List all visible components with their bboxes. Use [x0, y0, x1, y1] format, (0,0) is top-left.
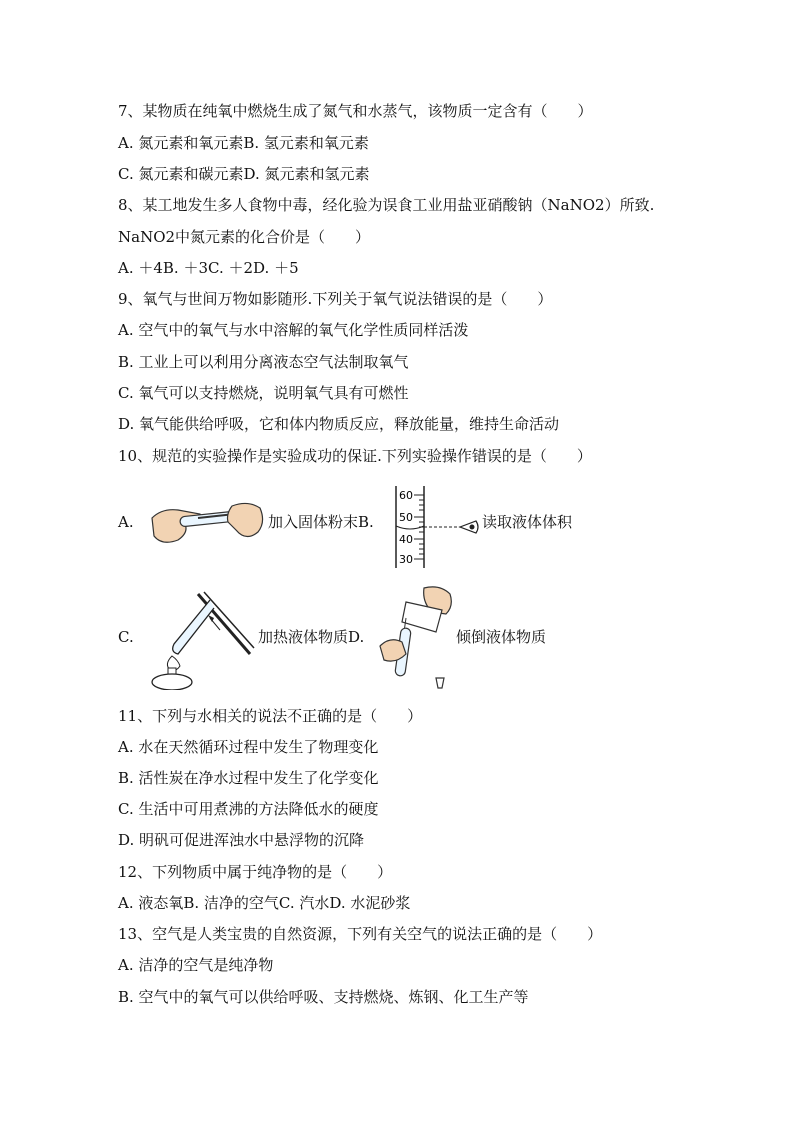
test-tube-holder	[198, 594, 250, 654]
q11-option-c: C. 生活中可用煮沸的方法降低水的硬度	[118, 800, 379, 818]
cylinder-tick-30: 30	[399, 553, 413, 566]
q9-stem: 9、氧气与世间万物如影随形.下列关于氧气说法错误的是（ ）	[118, 290, 553, 308]
q9-option-a: A. 空气中的氧气与水中溶解的氧气化学性质同样活泼	[118, 321, 469, 339]
graduated-cylinder-illustration	[392, 486, 482, 570]
alcohol-lamp	[152, 674, 192, 690]
cylinder-tick-60: 60	[399, 489, 413, 502]
liquid-meniscus	[396, 526, 424, 529]
add-powder-illustration	[148, 496, 266, 550]
q11-option-b: B. 活性炭在净水过程中发生了化学变化	[118, 769, 379, 787]
q7-option-ab: A. 氮元素和氧元素B. 氢元素和氧元素	[118, 134, 369, 152]
q8-stem-line2: NaNO2中氮元素的化合价是（ ）	[118, 228, 371, 246]
q10-option-c-text: 加热液体物质D.	[258, 628, 365, 646]
q11-option-d: D. 明矾可促进浑浊水中悬浮物的沉降	[118, 831, 365, 849]
heated-test-tube	[173, 600, 214, 654]
q9-option-b: B. 工业上可以利用分离液态空气法制取氧气	[118, 353, 409, 371]
q8-stem-line1: 8、某工地发生多人食物中毒，经化验为误食工业用盐亚硝酸钠（NaNO2）所致.	[118, 196, 655, 214]
bottle-stopper	[436, 678, 444, 688]
q13-option-b: B. 空气中的氧气可以供给呼吸、支持燃烧、炼钢、化工生产等	[118, 988, 529, 1006]
q13-stem: 13、空气是人类宝贵的自然资源，下列有关空气的说法正确的是（ ）	[118, 925, 603, 943]
cylinder-tick-40: 40	[399, 533, 413, 546]
q11-stem: 11、下列与水相关的说法不正确的是（ ）	[118, 707, 423, 725]
q10-option-a-text: 加入固体粉末B.	[268, 513, 374, 531]
lamp-wick	[168, 668, 176, 674]
q10-option-a-letter: A.	[118, 513, 134, 531]
cylinder-tick-50: 50	[399, 511, 413, 524]
heating-liquid-illustration	[150, 586, 256, 690]
q12-options: A. 液态氧B. 洁净的空气C. 汽水D. 水泥砂浆	[118, 894, 411, 912]
holding-hand	[380, 640, 406, 661]
pouring-liquid-illustration	[376, 584, 456, 690]
q11-option-a: A. 水在天然循环过程中发生了物理变化	[118, 738, 379, 756]
q10-stem: 10、规范的实验操作是实验成功的保证.下列实验操作错误的是（ ）	[118, 447, 592, 465]
q9-option-c: C. 氧气可以支持燃烧，说明氧气具有可燃性	[118, 384, 409, 402]
eye-pupil-icon	[470, 525, 475, 530]
q10-option-c-letter: C.	[118, 628, 134, 646]
q10-option-b-text: 读取液体体积	[482, 513, 573, 531]
q7-stem: 7、某物质在纯氧中燃烧生成了氮气和水蒸气，该物质一定含有（ ）	[118, 102, 593, 120]
q10-option-d-text: 倾倒液体物质	[456, 628, 547, 646]
q12-stem: 12、下列物质中属于纯净物的是（ ）	[118, 863, 393, 881]
q13-option-a: A. 洁净的空气是纯净物	[118, 956, 274, 974]
right-hand	[228, 503, 263, 536]
eye-icon	[460, 521, 478, 533]
q7-option-cd: C. 氮元素和碳元素D. 氮元素和氢元素	[118, 165, 370, 183]
q9-option-d: D. 氧气能供给呼吸，它和体内物质反应，释放能量，维持生命活动	[118, 415, 560, 433]
q8-options: A. ＋4B. ＋3C. ＋2D. ＋5	[118, 259, 299, 277]
